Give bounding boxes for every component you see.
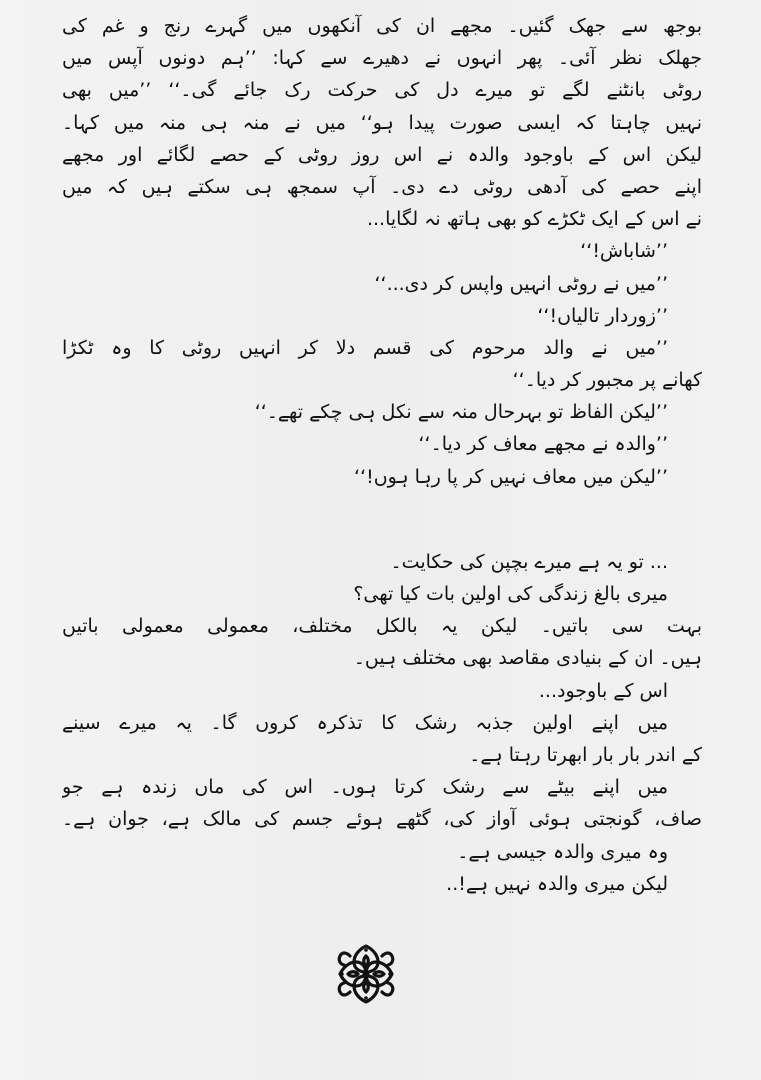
text-line: میں اپنے بیٹے سے رشک کرتا ہوں۔ اس کی ماں زندہ ہے جو (62, 776, 668, 799)
dialogue-line: ’’والدہ نے مجھے معاف کر دیا۔‘‘ (418, 433, 668, 456)
text-line: روٹی بانٹنے لگے تو میرے دل کی حرکت رک جائے گی۔‘‘ ’’میں بھی (62, 79, 702, 102)
section-gap (62, 493, 702, 546)
text-line: اپنے حصے کی آدھی روٹی دے دی۔ آپ سمجھ ہی سکتے ہیں کہ میں (62, 175, 702, 198)
dialogue-line: ’’زوردار تالیاں!‘‘ (537, 304, 668, 327)
text-line: صاف، گونجتی ہوئی آواز کی، گٹھے ہوئے جسم کی مالک ہے، جوان ہے۔ (62, 808, 702, 831)
floral-ornament-icon (330, 938, 402, 1010)
dialogue-line: ’’لیکن الفاظ تو بہرحال منہ سے نکل ہی چکے تھے۔‘‘ (254, 401, 668, 424)
dialogue-line: ’’میں نے روٹی انہیں واپس کر دی...‘‘ (374, 272, 668, 295)
dialogue-line: ’’میں نے والد مرحوم کی قسم دلا کر انہیں روٹی کا وہ ٹکڑا (62, 336, 668, 359)
text-line: کے اندر بار بار ابھرتا رہتا ہے۔ (469, 743, 702, 766)
dialogue-line: ’’لیکن میں معاف نہیں کر پا رہا ہوں!‘‘ (354, 465, 668, 488)
text-line: نے اس کے ایک ٹکڑے کو بھی ہاتھ نہ لگایا... (366, 208, 702, 231)
text-line: اس کے باوجود... (538, 679, 668, 702)
text-line: وہ میری والدہ جیسی ہے۔ (457, 840, 668, 863)
text-line: نہیں چاہتا کہ ایسی صورت پیدا ہو‘‘ میں نے منہ ہی منہ میں کہا۔ (62, 111, 702, 134)
text-line: میں اپنے اولین جذبہ رشک کا تذکرہ کروں گا۔ یہ میرے سینے (62, 711, 668, 734)
text-line: ہیں۔ ان کے بنیادی مقاصد بھی مختلف ہیں۔ (353, 647, 702, 670)
text-line: بوجھ سے جھک گئیں۔ مجھے ان کی آنکھوں میں گہرے رنج و غم کی (62, 15, 702, 37)
text-line: بہت سی باتیں۔ لیکن یہ بالکل مختلف، معمولی معمولی باتیں (62, 615, 702, 638)
text-line: جھلک نظر آئی۔ پھر انہوں نے دھیرے سے کہا: ’’ہم دونوں آپس میں (62, 47, 702, 70)
urdu-text-block (62, 10, 702, 900)
dialogue-line: ’’شاباش!‘‘ (580, 240, 668, 263)
text-line: میری بالغ زندگی کی اولین بات کیا تھی؟ (353, 583, 668, 605)
dialogue-line: کھانے پر مجبور کر دیا۔‘‘ (512, 369, 702, 392)
text-line: لیکن اس کے باوجود والدہ نے اس روز روٹی کے حصے لگائے اور مجھے (62, 143, 702, 166)
text-line: لیکن میری والدہ نہیں ہے!.. (446, 872, 668, 895)
text-line: ... تو یہ ہے میرے بچپن کی حکایت۔ (390, 550, 668, 573)
